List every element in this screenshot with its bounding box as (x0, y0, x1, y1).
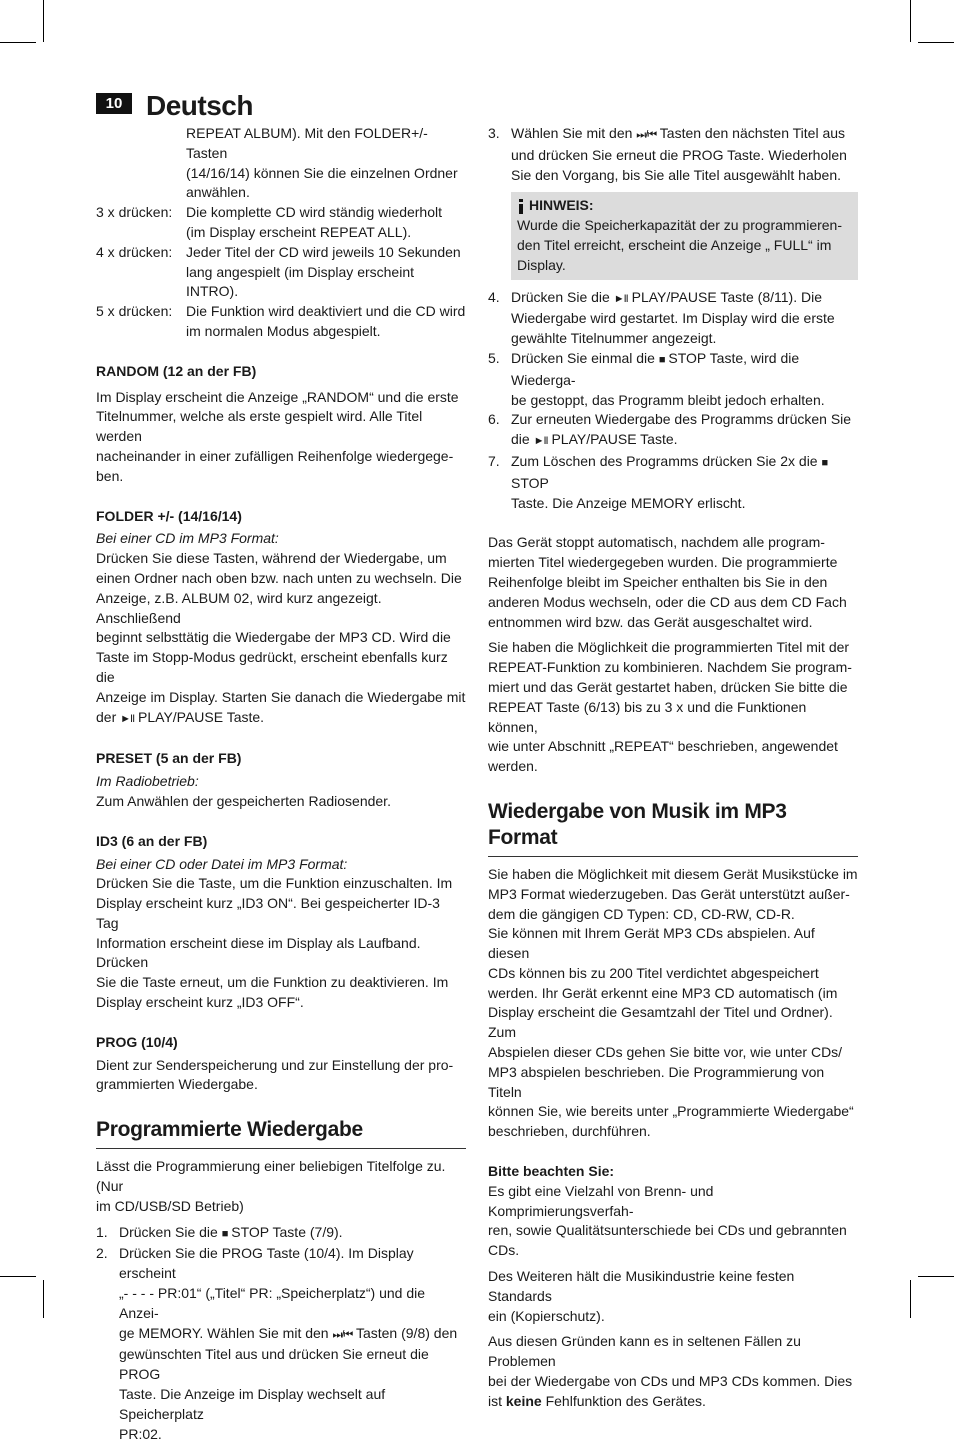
section-subtitle: Im Radiobetrieb: (96, 773, 199, 790)
text-line: anwählen. (186, 184, 250, 201)
repeat-row (96, 203, 466, 243)
prog-section (96, 1033, 466, 1095)
text-line: der ►II PLAY/PAUSE Taste. (96, 708, 265, 725)
play-pause-icon: ►II (120, 712, 135, 725)
text-line: werden. (488, 758, 538, 775)
text-line: CDs können bis zu 200 Titel verdichtet abgespeichert (488, 964, 819, 981)
text-line: bei der Wiedergabe von CDs und MP3 CDs kommen. Dies (488, 1373, 853, 1390)
text-line: miert und das Gerät gestartet haben, drücken Sie bitte die (488, 678, 848, 695)
text-line: Abspielen dieser CDs gehen Sie bitte vor, wie unter CDs/ (488, 1044, 843, 1061)
stop-icon: ■ (221, 1227, 228, 1240)
section-heading: Programmierte Wiedergabe (96, 1117, 466, 1149)
text-line: Information erscheint diese im Display als Laufband. Drücken (96, 934, 421, 971)
steps-list (488, 288, 858, 514)
text-line: Taste im Stopp-Modus gedrückt, erscheint ebenfalls kurz die (96, 649, 448, 685)
skip-icon: ⏭/⏮ (332, 1328, 353, 1341)
text-line: Anzeige im Display. Starten Sie danach die Wiedergabe mit (96, 688, 466, 705)
text-line: Display erscheint die Gesamtzahl der Titel und Ordner). Zum (488, 1004, 833, 1041)
skip-icon: ⏭/⏮ (636, 129, 657, 141)
id3-section (96, 832, 466, 1013)
text-line: Lässt die Programmierung einer beliebigen Titelfolge zu. (Nur (96, 1158, 446, 1195)
text-line: Drücken Sie diese Tasten, während der Wiedergabe, um (96, 550, 447, 567)
note-section (488, 1162, 858, 1412)
crop-mark (910, 0, 911, 42)
folder-section (96, 507, 466, 730)
right-column (488, 124, 858, 1412)
paragraph (488, 533, 858, 632)
hint-box (511, 192, 858, 279)
text-line: Sie haben die Möglichkeit die programmierten Titel mit der (488, 639, 850, 656)
section-subtitle: Bei einer CD oder Datei im MP3 Format: (96, 855, 348, 872)
text-line: Wurde die Speicherkapazität der zu programmieren- (517, 217, 843, 234)
random-section (96, 362, 466, 487)
crop-mark (918, 1276, 954, 1277)
text-line: REPEAT-Funktion zu kombinieren. Nachdem Sie program- (488, 659, 852, 676)
text-line: Die Funktion wird deaktiviert und die CD wird (186, 303, 466, 320)
page-number: 10 (96, 93, 132, 114)
list-item: 2. Drücken Sie die PROG Taste (10/4). Im Display erscheint „- - - - PR:01“ („Titel“ PR: „Speicherplatz“) und die Anzei- ge MEMORY. Wählen Sie mit den ⏭/⏮ Tasten (9/8) den gewünschten Titel aus und drücken Sie erneut die PROG Taste. Die Anzeige im Display wechselt auf Speicherplatz PR:02. (96, 1245, 458, 1442)
repeat-intro-row (96, 124, 466, 203)
section-title: FOLDER +/- (14/16/14) (96, 507, 242, 524)
crop-mark (0, 42, 36, 43)
list-item: 7. Zum Löschen des Programms drücken Sie 2x die ■ STOP Taste. Die Anzeige MEMORY erlischt. (488, 452, 828, 511)
text-line: Sie haben die Möglichkeit mit diesem Gerät Musikstücke im (488, 865, 858, 882)
text-line: beschrieben, durchführen. (488, 1123, 651, 1140)
text-line: den Titel erreicht, erscheint die Anzeige „ FULL“ im (517, 236, 832, 253)
crop-mark (43, 1280, 44, 1318)
page-title: Deutsch (146, 90, 253, 121)
text-line: werden. Ihr Gerät erkennt eine MP3 CD automatisch (im (488, 984, 838, 1001)
crop-mark (0, 1276, 36, 1277)
section-subtitle: Bei einer CD im MP3 Format: (96, 530, 279, 547)
steps-list (96, 1223, 466, 1444)
left-column (96, 124, 466, 1444)
section-title: ID3 (6 an der FB) (96, 832, 208, 849)
list-item: 4. Drücken Sie die ►II PLAY/PAUSE Taste (8/11). Die Wiedergabe wird gestartet. Im Display wird die erste gewählte Titelnummer angezeigt. (488, 288, 835, 347)
paragraph (488, 638, 858, 777)
text-line: Sie können mit Ihrem Gerät MP3 CDs abspielen. Auf diesen (488, 925, 815, 962)
text-line: ein (Kopierschutz). (488, 1307, 605, 1324)
section-title: PROG (10/4) (96, 1033, 178, 1050)
list-item: 6. Zur erneuten Wiedergabe des Programms drücken Sie die ►II PLAY/PAUSE Taste. (488, 411, 852, 448)
text-line: Sie die Taste erneut, um die Funktion zu deaktivieren. Im (96, 974, 449, 991)
list-item: 1. Drücken Sie die ■ STOP Taste (7/9). (96, 1223, 343, 1240)
text-line: Display erscheint kurz „ID3 OFF“. (96, 994, 304, 1011)
text-line: Des Weiteren hält die Musikindustrie keine festen Standards (488, 1268, 795, 1304)
list-item: 5. Drücken Sie einmal die ■ STOP Taste, wird die Wiederga- be gestoppt, das Programm bleibt jedoch erhalten. (488, 349, 825, 408)
stop-icon: ■ (821, 456, 828, 469)
repeat-term: 4 x drücken: (96, 243, 173, 260)
text-line: Das Gerät stoppt automatisch, nachdem alle program- (488, 534, 825, 551)
text-line: Anzeige, z.B. ALBUM 02, wird kurz angezeigt. Anschließend (96, 589, 382, 626)
text-line: mierten Titel wiedergegeben wurden. Die programmierte (488, 554, 838, 571)
mp3-section (488, 799, 858, 1142)
page-header (96, 86, 253, 120)
text-line: können Sie, wie bereits unter „Programmierte Wiedergabe“ (488, 1103, 854, 1120)
play-pause-icon: ►II (613, 292, 628, 305)
section-title: Bitte beachten Sie: (488, 1163, 615, 1180)
section-title: RANDOM (12 an der FB) (96, 362, 257, 379)
list-item: 3. Wählen Sie mit den ⏭/⏮ Tasten den nächsten Titel aus und drücken Sie erneut die PROG Taste. Wiederholen Sie den Vorgang, bis Sie alle Titel ausgewählt haben. (488, 125, 847, 183)
text-line: wie unter Abschnitt „REPEAT“ beschrieben, angewendet (488, 738, 838, 755)
text-line: grammierten Wiedergabe. (96, 1076, 258, 1093)
text-line: beginnt selbsttätig die Wiedergabe der MP3 CD. Wird die (96, 629, 451, 646)
text-line: Aus diesen Gründen kann es in seltenen Fällen zu Problemen (488, 1333, 801, 1370)
text-line: Display. (517, 256, 566, 273)
text-line: Es gibt eine Vielzahl von Brenn- und Komprimierungsverfah- (488, 1182, 714, 1219)
text-line: REPEAT ALBUM). Mit den FOLDER+/- Tasten (186, 125, 428, 161)
play-pause-icon: ►II (533, 435, 548, 448)
text-line: lang angespielt (im Display erscheint INTRO). (186, 263, 414, 300)
text-line: im CD/USB/SD Betrieb) (96, 1197, 244, 1214)
text-line: Jeder Titel der CD wird jeweils 10 Sekunden (186, 243, 461, 260)
info-icon (517, 199, 525, 214)
steps-list (488, 124, 858, 185)
text-line: Zum Anwählen der gespeicherten Radiosender. (96, 792, 391, 809)
programmed-playback-section (96, 1117, 466, 1444)
text-line: ben. (96, 467, 124, 484)
text-line: ren, sowie Qualitätsunterschiede bei CDs und gebrannten (488, 1222, 847, 1239)
text-line: REPEAT Taste (6/13) bis zu 3 x und die Funktionen können, (488, 698, 807, 735)
text-line: im normalen Modus abgespielt. (186, 322, 381, 339)
text-line: CDs. (488, 1242, 520, 1259)
repeat-term: 5 x drücken: (96, 303, 173, 320)
text-line: Reihenfolge bleibt im Speicher enthalten bis Sie in den (488, 573, 828, 590)
repeat-continuation (96, 124, 466, 342)
section-title: PRESET (5 an der FB) (96, 750, 242, 767)
text-line: nacheinander in einer zufälligen Reihenfolge wiedergege- (96, 447, 454, 464)
text-line: Im Display erscheint die Anzeige „RANDOM“ und die erste (96, 388, 459, 405)
text-line: Display erscheint kurz „ID3 ON“. Bei gespeicherter ID-3 Tag (96, 895, 440, 931)
text-line: dem die gängigen CD Typen: CD, CD-RW, CD-R. (488, 905, 795, 922)
text-line: MP3 Format wiederzugeben. Das Gerät unterstützt außer- (488, 885, 850, 902)
text-line: Die komplette CD wird ständig wiederholt (186, 204, 442, 221)
text-line: einen Ordner nach oben bzw. nach unten zu wechseln. Die (96, 569, 462, 586)
preset-section (96, 749, 466, 811)
section-heading: Wiedergabe von Musik im MP3 Format (488, 799, 858, 857)
crop-mark (918, 42, 954, 43)
text-line: entnommen wird bzw. das Gerät ausgeschaltet wird. (488, 613, 813, 630)
stop-icon: ■ (658, 353, 665, 366)
text-line: (im Display erscheint REPEAT ALL). (186, 223, 412, 240)
repeat-term: 3 x drücken: (96, 204, 173, 221)
repeat-row (96, 243, 466, 302)
text-line: (14/16/14) können Sie die einzelnen Ordner (186, 164, 458, 181)
crop-mark (43, 0, 44, 42)
hint-title: HINWEIS: (529, 197, 594, 214)
emphasis: keine (505, 1392, 542, 1409)
repeat-row (96, 302, 466, 342)
text-line: Drücken Sie die Taste, um die Funktion einzuschalten. Im (96, 875, 453, 892)
text-line: Titelnummer, welche als erste gespielt wird. Alle Titel werden (96, 408, 423, 445)
text-line: MP3 abspielen beschrieben. Die Programmierung von Titeln (488, 1063, 825, 1100)
text-line: anderen Modus wechseln, oder die CD aus dem CD Fach (488, 593, 847, 610)
text-line: ist keine Fehlfunktion des Gerätes. (488, 1392, 706, 1409)
text-line: Dient zur Senderspeicherung und zur Einstellung der pro- (96, 1056, 454, 1073)
crop-mark (910, 1280, 911, 1318)
